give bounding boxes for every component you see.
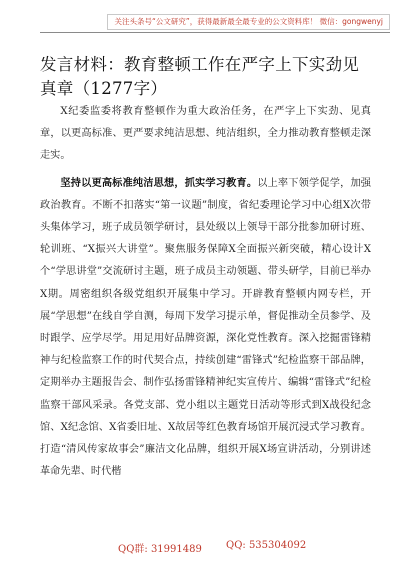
header-divider bbox=[40, 32, 390, 33]
document-body bbox=[40, 101, 371, 483]
header-banner: 关注头条号“公文研究”，获得最新最全最专业的公文资料库！ 微信：gongwenyj bbox=[107, 14, 390, 30]
document-title: 发言材料：教育整顿工作在严字上下实劲见真章（1277字） bbox=[40, 55, 360, 98]
qq-group-number: QQ群: 31991489 bbox=[118, 544, 202, 555]
qq-number: QQ: 535304092 bbox=[226, 540, 307, 551]
section1-heading: 坚持以更高标准纯洁思想，抓实学习教育。 bbox=[60, 176, 258, 189]
section1-paragraph bbox=[40, 172, 371, 484]
intro-paragraph: X纪委监委将教育整顿作为重大政治任务，在严字上下实劲、见真章，以更高标准、更严要求纯洁思想、纯洁组织，全力推动教育整顿走深走实。 bbox=[40, 106, 371, 162]
footer bbox=[0, 540, 408, 564]
section1-body: 以上率下领学促学，加强政治教育。不断不扣落实“第一议题”制度，省纪委理论学习中心组X次带头集体学习，班子成员领学研讨，县处级以上领导干部分批参加研讨班、轮训班、“X振兴大讲堂”。聚焦服务保障X全面振兴新突破，精心设计X个“学思讲堂”交流研讨主题，班子成员主动领题、带头研学，目前已举办X期。周密组织各级党组织开展集中学习。开辟教育整顿内网专栏，开展“学思想”在线自学自测，每周下发学习提示单，督促推动全员参学、及时跟学、应学尽学。用足用好品牌资源，深化党性教育。深入挖掘雷锋精神与纪检监察工作的时代契合点，持续创建“雷锋式”纪检监察干部品牌，定期举办主题报告会、制作弘扬雷锋精神纪实宣传片、编辑“雷锋式”纪检监察干部风采录。各党支部、党小组以主题党日活动等形式到X战役纪念馆、X纪念馆、X省委旧址、X故居等红色教育场馆开展沉浸式学习教育。打造“清风传家故事会”廉洁文化品牌，组织开展X场宣讲活动，分别讲述革命先辈、时代楷 bbox=[40, 177, 371, 478]
